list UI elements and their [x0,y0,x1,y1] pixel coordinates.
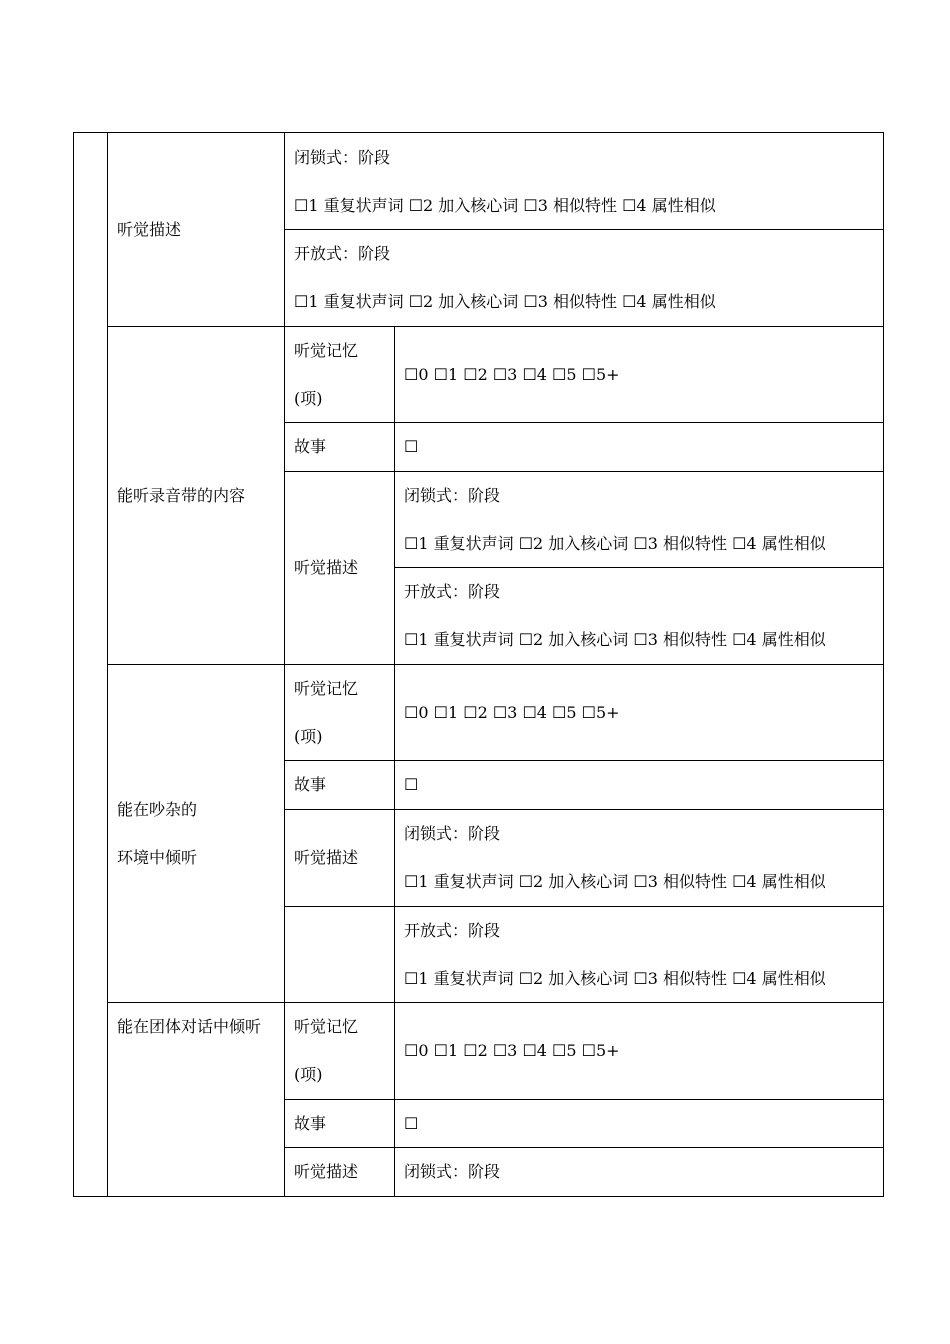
row-label-line2: 环境中倾听 [117,848,198,867]
row-divider [284,760,884,761]
row-divider [284,422,884,423]
row-divider [284,229,884,230]
story-checkbox[interactable]: ☐ [404,775,419,794]
memory-options[interactable]: ☐0 ☐1 ☐2 ☐3 ☐4 ☐5 ☐5+ [404,1041,620,1060]
row-label: 能听录音带的内容 [117,486,246,505]
open-form-title: 开放式：阶段 [404,921,501,940]
memory-label: 听觉记忆 [294,341,359,360]
story-label: 故事 [294,775,327,794]
row-label-line1: 能在吵杂的 [117,800,198,819]
table-border-top [73,132,884,133]
story-label: 故事 [294,1114,327,1133]
description-label: 听觉描述 [294,1162,359,1181]
memory-options[interactable]: ☐0 ☐1 ☐2 ☐3 ☐4 ☐5 ☐5+ [404,365,620,384]
open-form-title: 开放式：阶段 [294,244,391,263]
description-label: 听觉描述 [294,848,359,867]
memory-unit-label: (项) [294,1065,323,1084]
row-divider [284,906,884,907]
open-form-options[interactable]: ☐1 重复状声词 ☐2 加入核心词 ☐3 相似特性 ☐4 属性相似 [404,969,826,988]
table-border-left [73,132,74,1197]
row-divider [394,567,884,568]
story-checkbox[interactable]: ☐ [404,1114,419,1133]
description-label: 听觉描述 [294,558,359,577]
memory-unit-label: (项) [294,389,323,408]
row-label: 能在团体对话中倾听 [117,1017,262,1036]
row-divider [284,1099,884,1100]
closed-form-title: 闭锁式：阶段 [404,1162,501,1181]
row-divider [284,809,884,810]
memory-unit-label: (项) [294,727,323,746]
closed-form-options[interactable]: ☐1 重复状声词 ☐2 加入核心词 ☐3 相似特性 ☐4 属性相似 [404,534,826,553]
row-divider [284,471,884,472]
closed-form-options[interactable]: ☐1 重复状声词 ☐2 加入核心词 ☐3 相似特性 ☐4 属性相似 [294,196,716,215]
memory-label: 听觉记忆 [294,1017,359,1036]
table-border-bottom [73,1196,884,1197]
closed-form-options[interactable]: ☐1 重复状声词 ☐2 加入核心词 ☐3 相似特性 ☐4 属性相似 [404,872,826,891]
memory-options[interactable]: ☐0 ☐1 ☐2 ☐3 ☐4 ☐5 ☐5+ [404,703,620,722]
row-label: 听觉描述 [117,220,182,239]
row-divider [284,1147,884,1148]
closed-form-title: 闭锁式：阶段 [404,486,501,505]
table-column-divider [394,326,395,1197]
open-form-options[interactable]: ☐1 重复状声词 ☐2 加入核心词 ☐3 相似特性 ☐4 属性相似 [294,292,716,311]
story-checkbox[interactable]: ☐ [404,437,419,456]
section-divider [107,326,884,327]
closed-form-title: 闭锁式：阶段 [294,148,391,167]
open-form-title: 开放式：阶段 [404,582,501,601]
section-divider [107,1002,884,1003]
open-form-options[interactable]: ☐1 重复状声词 ☐2 加入核心词 ☐3 相似特性 ☐4 属性相似 [404,630,826,649]
section-divider [107,664,884,665]
memory-label: 听觉记忆 [294,679,359,698]
closed-form-title: 闭锁式：阶段 [404,824,501,843]
story-label: 故事 [294,437,327,456]
